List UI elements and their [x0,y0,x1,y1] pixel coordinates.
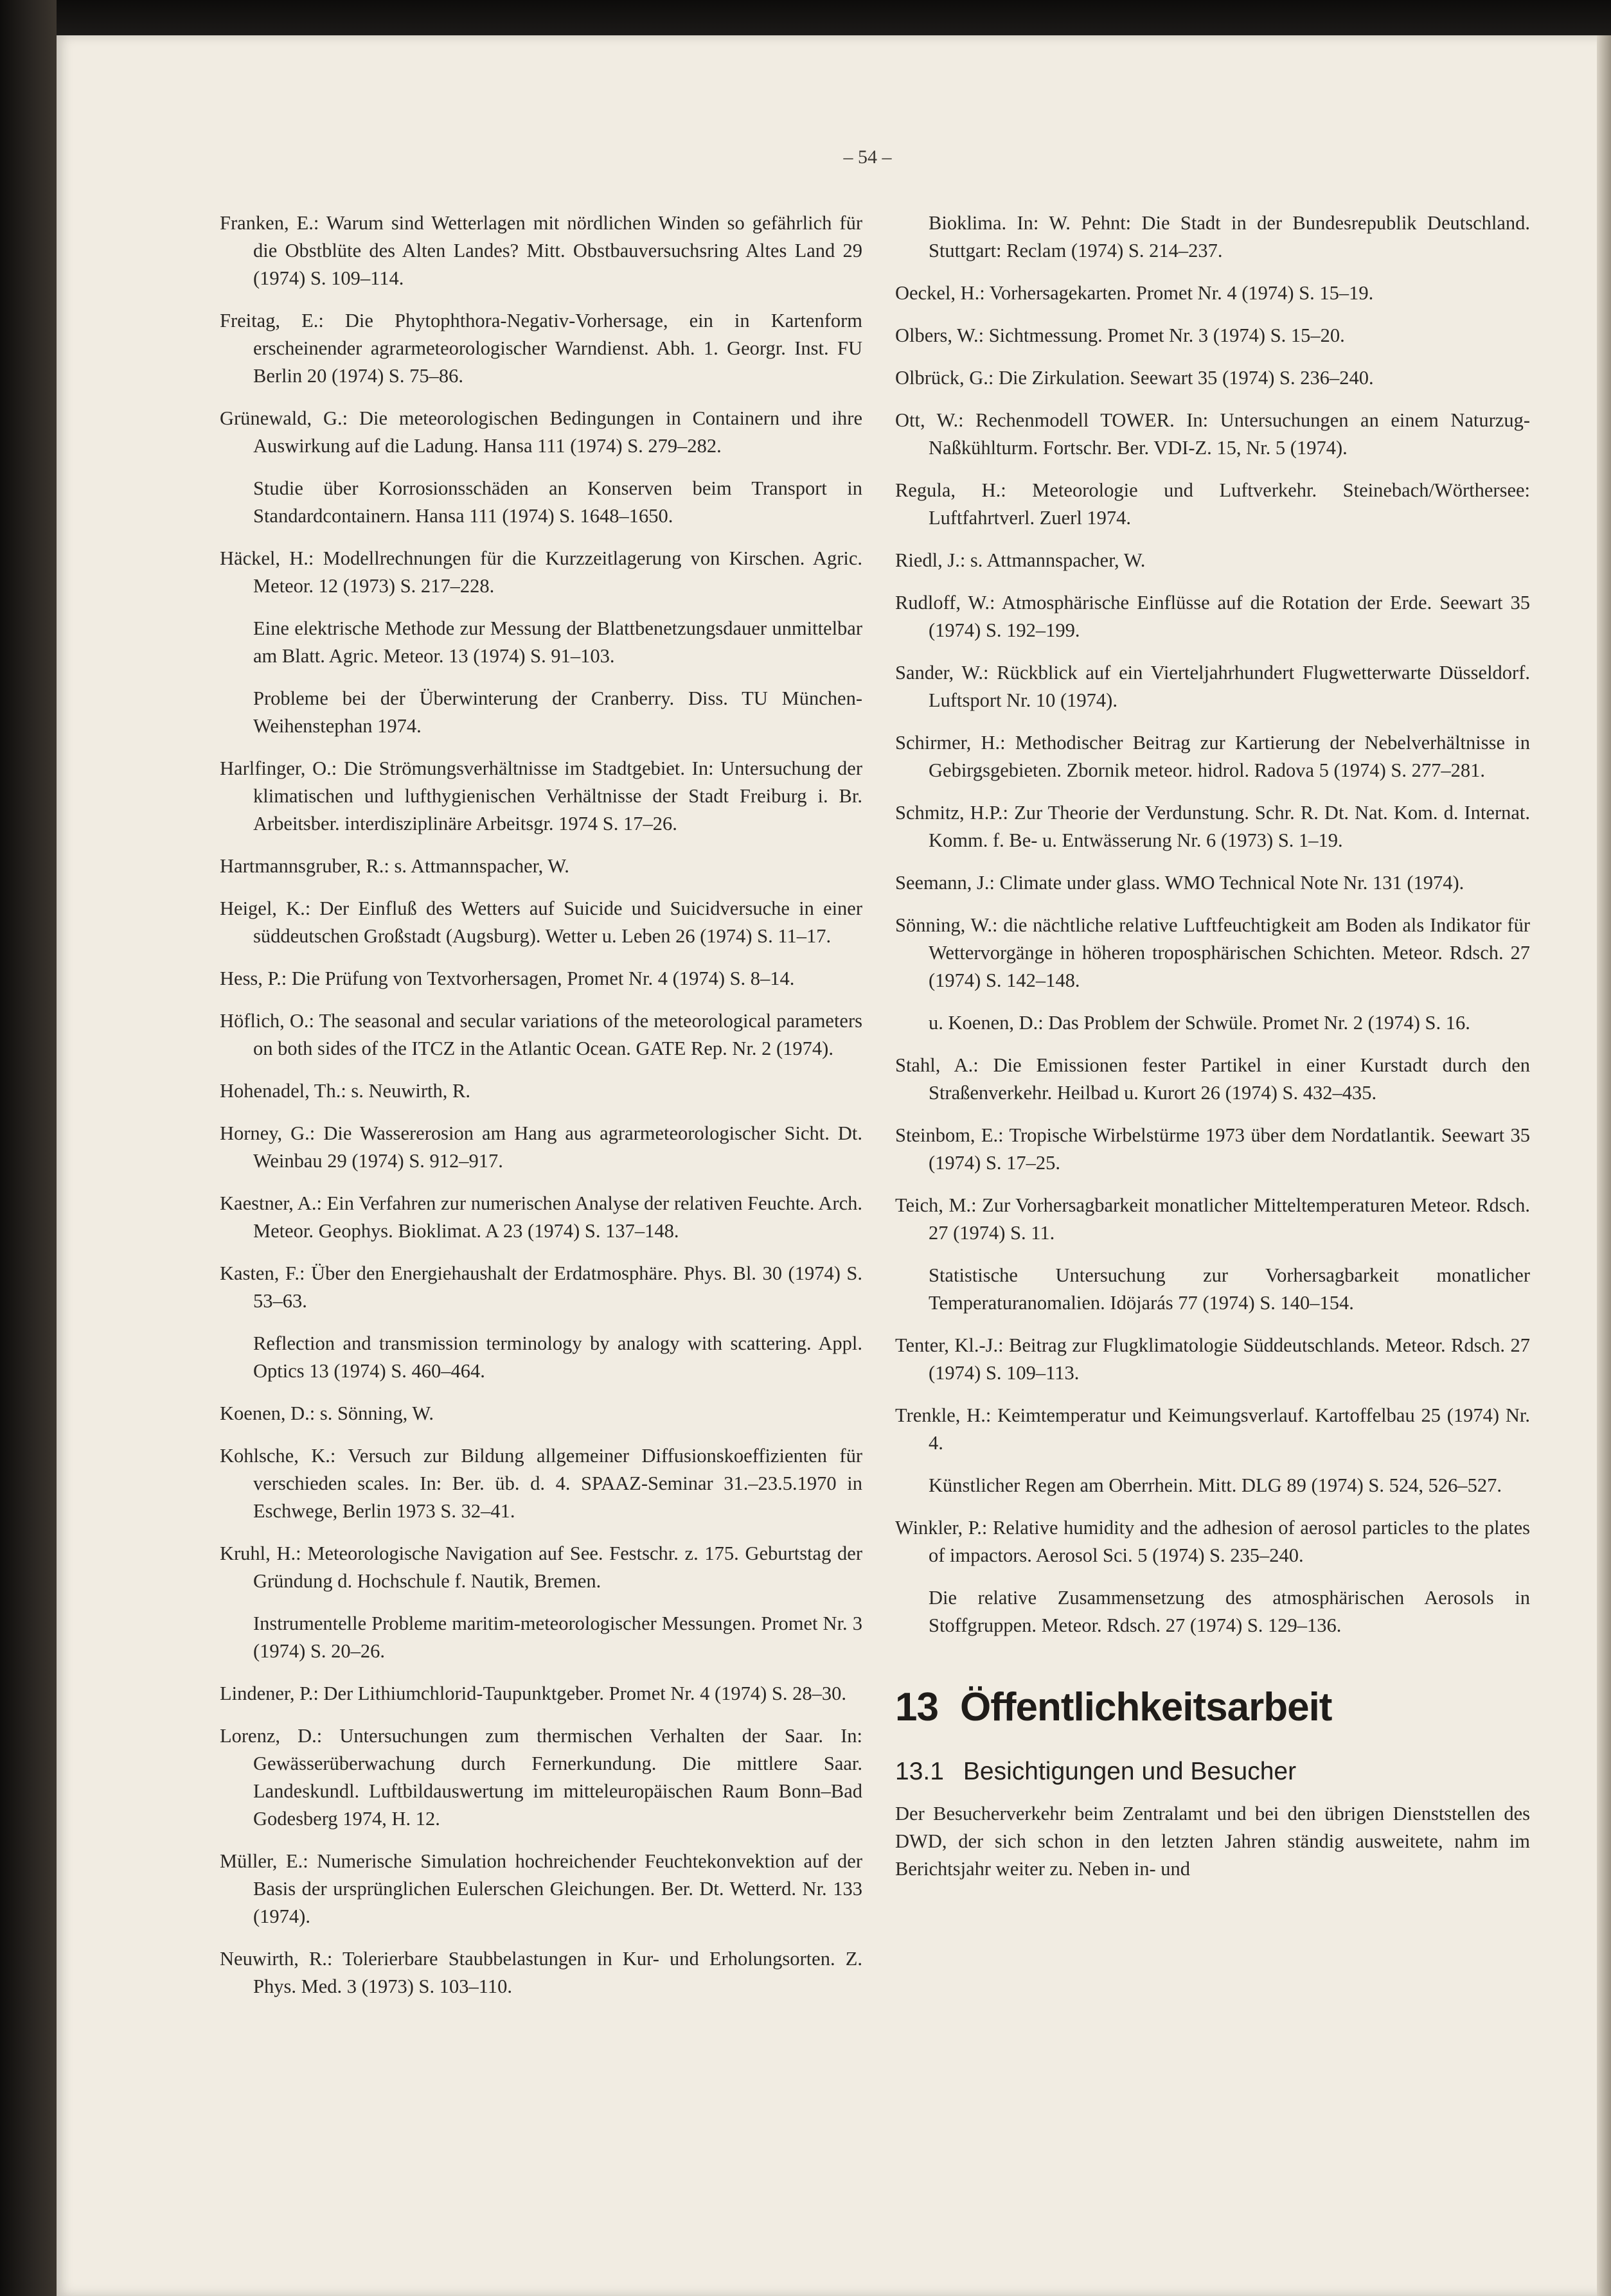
reference-entry: Ott, W.: Rechenmodell TOWER. In: Untersuchungen an einem Naturzug-Naßkühlturm. Fortschr. Ber. VDI-Z. 15, Nr. 5 (1974). [895,409,1530,459]
reference-entry: Lindener, P.: Der Lithiumchlorid-Taupunktgeber. Promet Nr. 4 (1974) S. 28–30. [220,1682,847,1704]
right-column [895,209,1530,1883]
reference-entry: Lorenz, D.: Untersuchungen zum thermischen Verhalten der Saar. In: Gewässerüberwachung durch Fernerkundung. Die mittlere Saar. Landeskundl. Luftbildauswertung im mitteleuropäischen Raum Bonn–Bad Godesberg 1974, H. 12. [220,1725,862,1830]
reference-entry: Höflich, O.: The seasonal and secular variations of the meteorological parameters on both sides of the ITCZ in the Atlantic Ocean. GATE Rep. Nr. 2 (1974). [220,1010,862,1059]
reference-entry-continuation: Eine elektrische Methode zur Messung der Blattbenetzungsdauer unmittelbar am Blatt. Agric. Meteor. 13 (1974) S. 91–103. [253,617,862,667]
reference-entry: Freitag, E.: Die Phytophthora-Negativ-Vorhersage, ein in Kartenform erscheinender agrarmeteorologischer Warndienst. Abh. 1. Georgr. Inst. FU Berlin 20 (1974) S. 75–86. [220,310,862,387]
body-paragraph: Der Besucherverkehr beim Zentralamt und bei den übrigen Dienststellen des DWD, der sich schon in den letzten Jahren ständig ausweitete, nahm im Berichtsjahr weiter zu. Neben in- und [895,1803,1530,1880]
reference-entry: Müller, E.: Numerische Simulation hochreichender Feuchtekonvektion auf der Basis der ursprünglichen Eulerschen Gleichungen. Ber. Dt. Wetterd. Nr. 133 (1974). [220,1850,862,1927]
reference-entry-continuation: Studie über Korrosionsschäden an Konserven beim Transport in Standardcontainern. Hansa 111 (1974) S. 1648–1650. [253,477,862,527]
reference-entry: Stahl, A.: Die Emissionen fester Partikel in einer Kurstadt durch den Straßenverkehr. Heilbad u. Kurort 26 (1974) S. 432–435. [895,1054,1530,1104]
reference-entry: Koenen, D.: s. Sönning, W. [220,1402,434,1424]
reference-entry: Olbrück, G.: Die Zirkulation. Seewart 35 (1974) S. 236–240. [895,367,1374,389]
reference-entry: Oeckel, H.: Vorhersagekarten. Promet Nr. 4 (1974) S. 15–19. [895,282,1374,304]
reference-entry: Regula, H.: Meteorologie und Luftverkehr. Steinebach/Wörthersee: Luftfahrtverl. Zuerl 1974. [895,479,1530,529]
reference-entry-continuation: Statistische Untersuchung zur Vorhersagbarkeit monatlicher Temperaturanomalien. Idöjarás 77 (1974) S. 140–154. [929,1264,1530,1314]
reference-entry: Winkler, P.: Relative humidity and the adhesion of aerosol particles to the plates of impactors. Aerosol Sci. 5 (1974) S. 235–240. [895,1517,1530,1566]
reference-entry: Franken, E.: Warum sind Wetterlagen mit nördlichen Winden so gefährlich für die Obstblüte des Alten Landes? Mitt. Obstbauversuchsring Altes Land 29 (1974) S. 109–114. [220,212,862,289]
reference-entry: Schirmer, H.: Methodischer Beitrag zur Kartierung der Nebelverhältnisse in Gebirgsgebieten. Zbornik meteor. hidrol. Radova 5 (1974) S. 277–281. [895,732,1530,781]
reference-entry: Heigel, K.: Der Einfluß des Wetters auf Suicide und Suicidversuche in einer süddeutschen Großstadt (Augsburg). Wetter u. Leben 26 (1974) S. 11–17. [220,897,862,947]
reference-entry: Hess, P.: Die Prüfung von Textvorhersagen, Promet Nr. 4 (1974) S. 8–14. [220,967,795,989]
reference-entry-continuation: Reflection and transmission terminology by analogy with scattering. Appl. Optics 13 (1974) S. 460–464. [253,1332,862,1382]
reference-entry-continuation: u. Koenen, D.: Das Problem der Schwüle. Promet Nr. 2 (1974) S. 16. [929,1012,1470,1034]
reference-entry: Steinbom, E.: Tropische Wirbelstürme 1973 über dem Nordatlantik. Seewart 35 (1974) S. 17–25. [895,1124,1530,1174]
right-reference-list [895,209,1530,1639]
reference-entry: Neuwirth, R.: Tolerierbare Staubbelastungen in Kur- und Erholungsorten. Z. Phys. Med. 3 (1973) S. 103–110. [220,1948,862,1997]
section-number: 13 [895,1685,938,1729]
reference-entry-continuation: Künstlicher Regen am Oberrhein. Mitt. DLG 89 (1974) S. 524, 526–527. [929,1474,1502,1496]
reference-entry: Teich, M.: Zur Vorhersagbarkeit monatlicher Mitteltemperaturen Meteor. Rdsch. 27 (1974) S. 11. [895,1194,1530,1244]
scan-background-top [0,0,1611,39]
subsection-title: Besichtigungen und Besucher [963,1758,1297,1785]
reference-entry: Grünewald, G.: Die meteorologischen Bedingungen in Containern und ihre Auswirkung auf die Ladung. Hansa 111 (1974) S. 279–282. [220,407,862,457]
reference-entry: Kaestner, A.: Ein Verfahren zur numerischen Analyse der relativen Feuchte. Arch. Meteor. Geophys. Bioklimat. A 23 (1974) S. 137–148. [220,1192,862,1242]
reference-entry: Kohlsche, K.: Versuch zur Bildung allgemeiner Diffusionskoeffizienten für verschieden scales. In: Ber. üb. d. 4. SPAAZ-Seminar 31.–23.5.1970 in Eschwege, Berlin 1973 S. 32–41. [220,1445,862,1522]
reference-entry: Sander, W.: Rückblick auf ein Vierteljahrhundert Flugwetterwarte Düsseldorf. Luftsport Nr. 10 (1974). [895,662,1530,711]
left-column [220,209,862,2015]
reference-entry: Hohenadel, Th.: s. Neuwirth, R. [220,1080,470,1102]
reference-entry: Rudloff, W.: Atmosphärische Einflüsse auf die Rotation der Erde. Seewart 35 (1974) S. 192–199. [895,592,1530,641]
reference-entry-continuation: Instrumentelle Probleme maritim-meteorologischer Messungen. Promet Nr. 3 (1974) S. 20–26. [253,1612,862,1662]
reference-entry: Seemann, J.: Climate under glass. WMO Technical Note Nr. 131 (1974). [895,872,1464,894]
subsection-number: 13.1 [895,1758,944,1785]
reference-entry: Häckel, H.: Modellrechnungen für die Kurzzeitlagerung von Kirschen. Agric. Meteor. 12 (1973) S. 217–228. [220,547,862,597]
subsection-heading [895,1755,1530,1788]
page-number: – 54 – [843,146,892,168]
reference-entry: Harlfinger, O.: Die Strömungsverhältnisse im Stadtgebiet. In: Untersuchung der klimatischen und lufthygienischen Verhältnisse der Stadt Freiburg i. Br. Arbeitsber. interdisziplinäre Arbeitsgr. 1974 S. 17–26. [220,757,862,835]
section-title: Öffentlichkeitsarbeit [959,1685,1332,1729]
reference-entry-continuation: Bioklima. In: W. Pehnt: Die Stadt in der Bundesrepublik Deutschland. Stuttgart: Reclam (1974) S. 214–237. [929,212,1530,261]
section-heading [895,1682,1530,1733]
reference-entry: Horney, G.: Die Wassererosion am Hang aus agrarmeteorologischer Sicht. Dt. Weinbau 29 (1974) S. 912–917. [220,1122,862,1172]
reference-entry: Olbers, W.: Sichtmessung. Promet Nr. 3 (1974) S. 15–20. [895,324,1345,346]
scan-background-left [0,0,57,2296]
reference-entry-continuation: Die relative Zusammensetzung des atmosphärischen Aerosols in Stoffgruppen. Meteor. Rdsch. 27 (1974) S. 129–136. [929,1587,1530,1636]
reference-entry: Trenkle, H.: Keimtemperatur und Keimungsverlauf. Kartoffelbau 25 (1974) Nr. 4. [895,1404,1530,1454]
reference-entry: Tenter, Kl.-J.: Beitrag zur Flugklimatologie Süddeutschlands. Meteor. Rdsch. 27 (1974) S. 109–113. [895,1334,1530,1384]
page-edge [1597,35,1611,2296]
reference-entry: Kruhl, H.: Meteorologische Navigation auf See. Festschr. z. 175. Geburtstag der Gründung d. Hochschule f. Nautik, Bremen. [220,1542,862,1592]
reference-entry-continuation: Probleme bei der Überwinterung der Cranberry. Diss. TU München-Weihenstephan 1974. [253,687,862,737]
reference-entry: Sönning, W.: die nächtliche relative Luftfeuchtigkeit am Boden als Indikator für Wettervorgänge in höheren troposphärischen Schichten. Meteor. Rdsch. 27 (1974) S. 142–148. [895,914,1530,991]
reference-entry: Riedl, J.: s. Attmannspacher, W. [895,549,1146,571]
reference-entry: Hartmannsgruber, R.: s. Attmannspacher, W. [220,855,569,877]
reference-entry: Kasten, F.: Über den Energiehaushalt der Erdatmosphäre. Phys. Bl. 30 (1974) S. 53–63. [220,1262,862,1312]
reference-entry: Schmitz, H.P.: Zur Theorie der Verdunstung. Schr. R. Dt. Nat. Kom. d. Internat. Komm. f. Be- u. Entwässerung Nr. 6 (1973) S. 1–19. [895,802,1530,851]
